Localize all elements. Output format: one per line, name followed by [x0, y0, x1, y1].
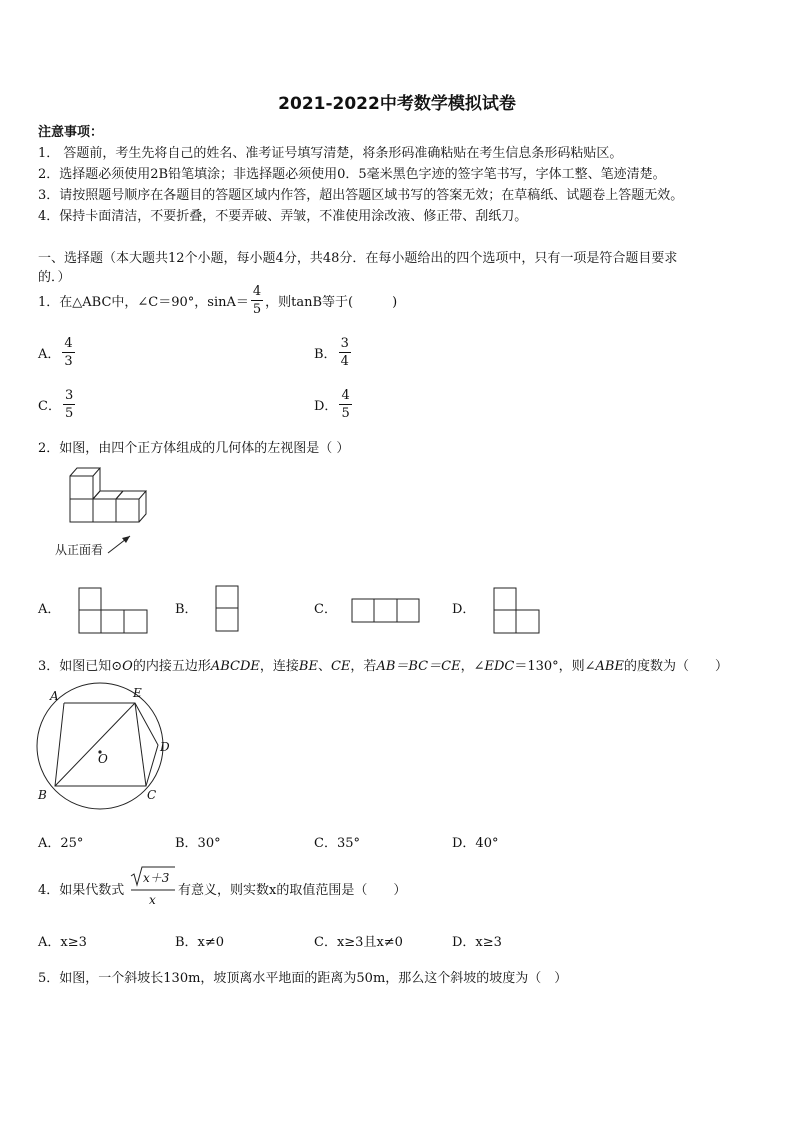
q3-stem-be: BE [298, 659, 318, 674]
q1-option-d-den: 5 [341, 406, 350, 421]
q2-option-b-figure [216, 586, 238, 631]
notice-item-2: 2．选择题必须使用2B铅笔填涂；非选择题必须使用0．5毫米黑色字迹的签字笔书写，字体工整、笔迹清楚。 [38, 167, 666, 182]
section-heading-line2: 的．） [38, 270, 71, 285]
q2-option-c-figure [352, 599, 419, 622]
q3-stem-part: ，若 [350, 659, 377, 674]
q3-stem-part: 3．如图已知⊙ [38, 659, 123, 674]
q3-segment-be [55, 703, 135, 786]
q3-point-c: C [147, 788, 157, 802]
q3-option-a: A．25° [38, 836, 84, 851]
q1-sin-den: 5 [252, 302, 262, 317]
q2-option-b-label: B． [175, 602, 198, 617]
q4-option-c: C．x≥3且x≠0 [314, 935, 403, 950]
notice-heading: 注意事项： [38, 125, 104, 140]
q2-cube-front-bottom-mid [93, 499, 116, 522]
q2-cube-front-bottom-left [70, 499, 93, 522]
q3-stem-abcde: ABCDE [210, 659, 260, 674]
q1-sin-num: 4 [252, 284, 262, 299]
q4-denominator: x [149, 893, 156, 907]
q3-stem-ce: CE [330, 659, 351, 674]
q3-stem-part: 的内接五边形 [132, 659, 211, 674]
q3-stem-abe: ABE [595, 659, 624, 674]
question-3-stem [38, 655, 728, 674]
q4-option-d: D．x≥3 [452, 935, 502, 950]
question-5-stem: 5．如图，一个斜坡长130m，坡顶离水平地面的距离为50m，那么这个斜坡的坡度为（ ） [38, 971, 568, 986]
q1-option-c-label: C． [38, 399, 61, 414]
question-4-stem-b: 有意义，则实数x的取值范围是（ ） [178, 883, 407, 898]
q1-option-d-num: 4 [341, 388, 350, 403]
q1-option-b-label: B． [314, 347, 337, 362]
q2-cube-front-top-left [70, 476, 93, 499]
q1-option-a-num: 4 [64, 336, 73, 351]
q3-option-c: C．35° [314, 836, 360, 851]
q3-stem-part: ＝130°，则∠ [514, 659, 596, 674]
q4-option-a: A．x≥3 [38, 935, 87, 950]
q3-point-b: B [38, 788, 47, 802]
q3-option-d: D．40° [452, 836, 499, 851]
q2-option-d-figure [494, 588, 539, 633]
q1-option-a-label: A． [38, 347, 61, 362]
notice-item-3: 3．请按照题号顺序在各题目的答题区域内作答，超出答题区域书写的答案无效；在草稿纸、试题卷上答题无效。 [38, 188, 684, 203]
q1-option-c-num: 3 [64, 388, 74, 403]
q3-point-d: D [160, 740, 170, 754]
q3-stem-equation: AB＝BC＝CE [376, 659, 461, 674]
q1-option-d-label: D． [314, 399, 338, 414]
q2-option-d-label: D． [452, 602, 476, 617]
q2-option-a-label: A． [38, 602, 61, 617]
q3-stem-part: ，连接 [259, 659, 299, 674]
q1-option-b-den: 4 [340, 354, 349, 369]
q3-stem-o: O [122, 659, 133, 674]
q4-radicand: x＋3 [143, 871, 170, 885]
q1-option-b-num: 3 [340, 336, 349, 351]
q2-caption: 从正面看 [55, 543, 104, 557]
q1-option-a-den: 3 [64, 354, 73, 369]
q3-point-e: E [133, 686, 142, 700]
question-4-stem-a: 4．如果代数式 [38, 883, 125, 898]
q1-stem-text-end: ，则tanB等于( ) [265, 295, 398, 310]
q3-pentagon [55, 703, 158, 786]
q3-option-b: B．30° [175, 836, 221, 851]
notice-item-1: 1． 答题前，考生先将自己的姓名、准考证号填写清楚，将条形码准确粘贴在考生信息条形码粘贴区。 [38, 146, 623, 161]
question-2-stem: 2．如图，由四个正方体组成的几何体的左视图是（ ） [38, 441, 350, 456]
q2-option-a-figure [79, 588, 147, 633]
q3-stem-part: 、 [317, 659, 331, 674]
q1-stem-text: 1．在△ABC中，∠C＝90°，sinA＝ [38, 295, 249, 310]
q3-segment-ce [135, 703, 146, 786]
section-heading-line1: 一、选择题（本大题共12个小题，每小题4分，共48分．在每小题给出的四个选项中，只有一项是符合题目要求 [38, 251, 678, 266]
q2-cube-front-bottom-right [116, 499, 139, 522]
q2-option-c-label: C． [314, 602, 337, 617]
q3-stem-part: ，∠ [460, 659, 485, 674]
page-title: 2021-2022中考数学模拟试卷 [278, 94, 516, 114]
notice-item-4: 4．保持卡面清洁，不要折叠，不要弄破、弄皱，不准使用涂改液、修正带、刮纸刀。 [38, 209, 528, 224]
q1-option-c-den: 5 [64, 406, 74, 421]
q4-option-b: B．x≠0 [175, 935, 225, 950]
q3-stem-part: 的度数为（ ） [623, 659, 728, 674]
q3-point-a: A [50, 689, 59, 703]
q3-stem-edc: EDC [484, 659, 515, 674]
q3-point-o: O [98, 752, 108, 766]
